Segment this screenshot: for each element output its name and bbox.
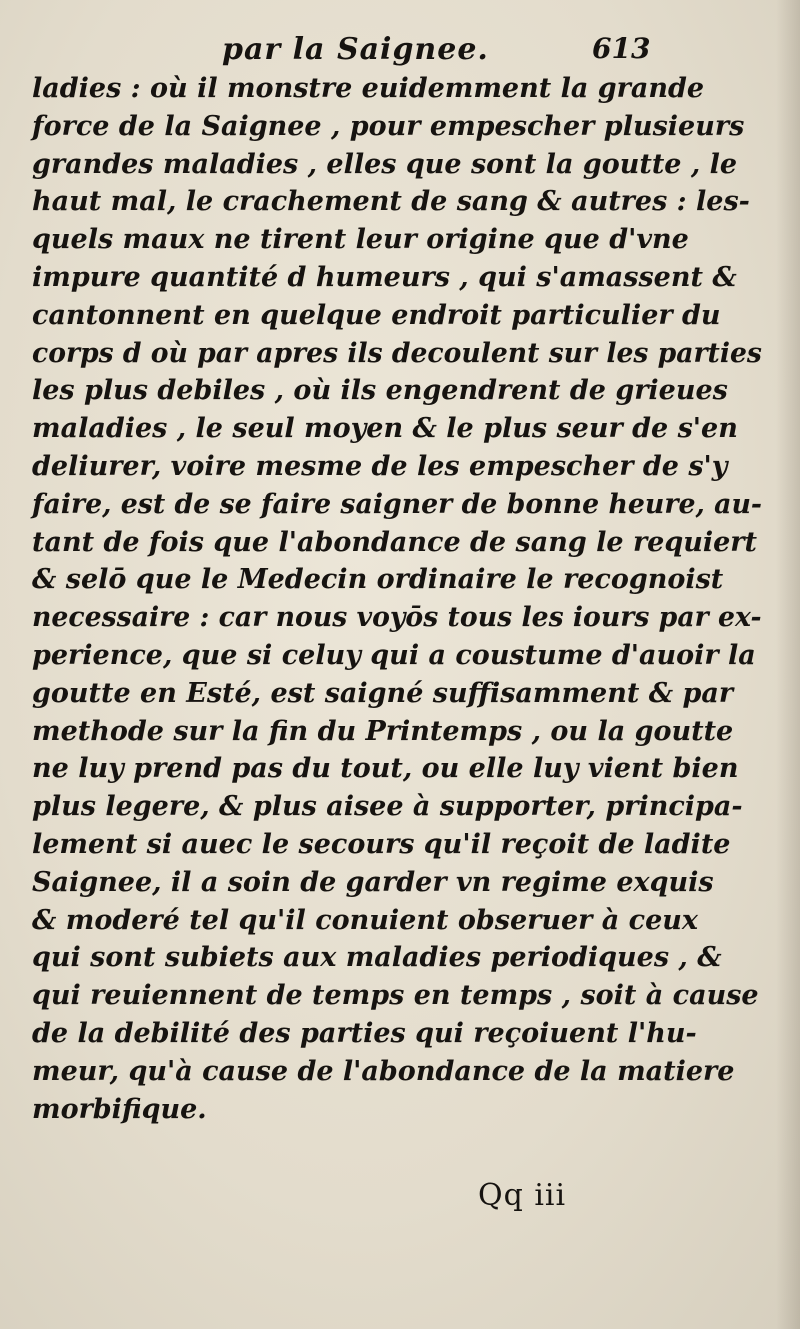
text-line: corps d où par apres ils decoulent sur les parties xyxy=(32,337,762,369)
signature-mark: Qq iii xyxy=(478,1178,567,1213)
body-text xyxy=(32,70,763,1128)
text-line: Saignee, il a soin de garder vn regime exquis xyxy=(32,866,714,898)
text-line: deliurer, voire mesme de les empescher de s'y xyxy=(32,450,728,482)
text-line: morbifique. xyxy=(32,1093,207,1125)
page-edge-shadow xyxy=(776,0,800,1329)
text-line: necessaire : car nous voyōs tous les iours par ex- xyxy=(32,602,762,634)
text-line: les plus debiles , où ils engendrent de grieues xyxy=(32,375,728,407)
text-line: ladies : où il monstre euidemment la grande xyxy=(32,73,705,104)
text-line: goutte en Esté, est saigné suffisamment & par xyxy=(32,677,734,709)
text-line: ne luy prend pas du tout, ou elle luy vient bien xyxy=(32,753,739,785)
text-line: tant de fois que l'abondance de sang le requiert xyxy=(32,526,757,558)
text-line: grandes maladies , elles que sont la goutte , le xyxy=(32,148,738,180)
text-line: maladies , le seul moyen & le plus seur de s'en xyxy=(32,413,738,445)
text-line: meur, qu'à cause de l'abondance de la matiere xyxy=(32,1055,735,1087)
text-line: methode sur la fin du Printemps , ou la goutte xyxy=(32,715,734,747)
text-line: faire, est de se faire saigner de bonne heure, au- xyxy=(32,488,763,520)
text-line: quels maux ne tirent leur origine que d'vne xyxy=(32,224,689,256)
text-line: plus legere, & plus aisee à supporter, principa- xyxy=(32,791,743,823)
text-line: lement si auec le secours qu'il reçoit de ladite xyxy=(32,828,731,860)
text-line: impure quantité d humeurs , qui s'amassent & xyxy=(32,261,737,293)
page-number: 613 xyxy=(592,32,651,65)
text-line: cantonnent en quelque endroit particulier du xyxy=(32,299,721,331)
text-line: qui reuiennent de temps en temps , soit à cause xyxy=(32,980,759,1012)
text-line: & moderé tel qu'il conuient obseruer à ceux xyxy=(32,904,699,936)
text-line: qui sont subiets aux maladies periodiques , & xyxy=(32,942,722,974)
text-line: & selō que le Medecin ordinaire le recognoist xyxy=(32,564,724,596)
text-line: perience, que si celuy qui a coustume d'auoir la xyxy=(32,639,756,671)
running-title: par la Saignee. xyxy=(222,32,489,67)
text-line: haut mal, le crachement de sang & autres : les- xyxy=(32,186,750,218)
text-line: de la debilité des parties qui reçoiuent l'hu- xyxy=(32,1017,697,1049)
text-line: force de la Saignee , pour empescher plusieurs xyxy=(32,110,745,142)
